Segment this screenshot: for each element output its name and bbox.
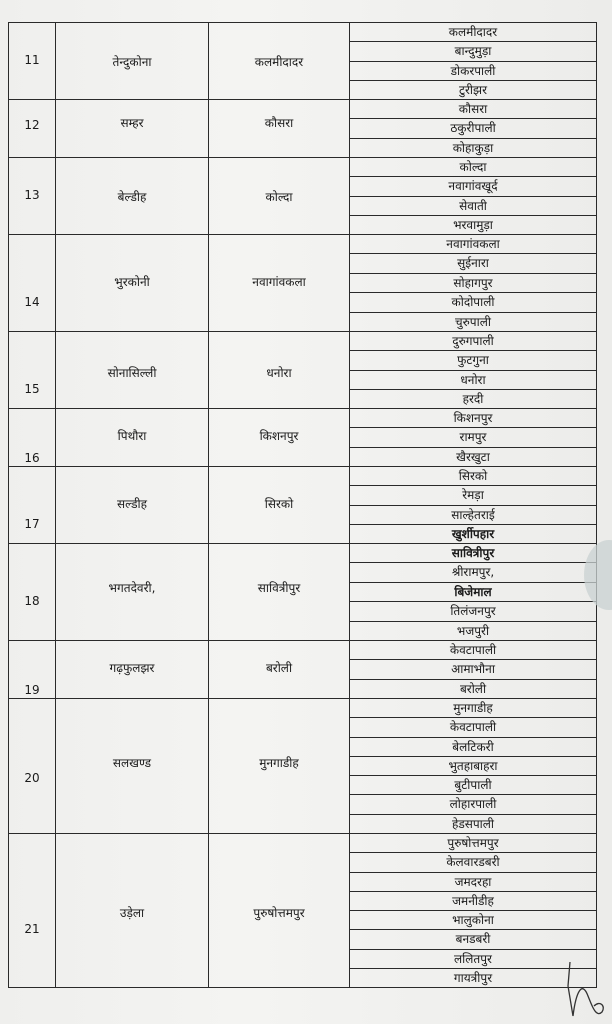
row-number-cell xyxy=(9,641,56,699)
gram-panchayat-name: सम्हर xyxy=(120,116,144,130)
headquarter-name: सिरको xyxy=(264,497,294,511)
village-name: कोहाकुड़ा xyxy=(350,138,597,157)
village-name: बनडबरी xyxy=(350,930,597,949)
gram-panchayat-name: गढ़फुलझर xyxy=(109,661,155,675)
village-name: कोल्दा xyxy=(350,158,597,177)
headquarter-name: कौसरा xyxy=(264,116,294,130)
table-row xyxy=(9,235,597,254)
village-name: सेवाती xyxy=(350,196,597,215)
row-number: 18 xyxy=(24,594,40,608)
village-name: खुर्शीपहार xyxy=(350,524,597,543)
village-name: नवागांवखूर्द xyxy=(350,177,597,196)
village-name: साल्हेतराई xyxy=(350,505,597,524)
gram-panchayat-name: तेन्दुकोना xyxy=(112,55,152,69)
headquarter-name-cell xyxy=(209,699,350,834)
village-name: मुनगाडीह xyxy=(350,699,597,718)
table-body xyxy=(9,23,597,988)
headquarter-name: धनोरा xyxy=(266,366,292,380)
row-number-cell xyxy=(9,834,56,988)
table-row xyxy=(9,158,597,177)
village-name: बिजेमाल xyxy=(350,582,597,601)
gram-panchayat-name: सल्डीह xyxy=(116,497,147,511)
table-row xyxy=(9,332,597,351)
village-name: खैरखुटा xyxy=(350,447,597,466)
gram-panchayat-name-cell xyxy=(56,834,209,988)
table-row xyxy=(9,544,597,563)
gram-panchayat-name-cell xyxy=(56,641,209,699)
row-number: 11 xyxy=(24,53,40,67)
gram-panchayat-name-cell xyxy=(56,467,209,544)
gram-panchayat-name: बेल्डीह xyxy=(117,190,147,204)
village-name: हेडसपाली xyxy=(350,814,597,833)
row-number: 19 xyxy=(24,683,40,697)
headquarter-name: नवागांवकला xyxy=(252,275,306,289)
village-name: हरदी xyxy=(350,389,597,408)
headquarter-name-cell xyxy=(209,641,350,699)
table-row xyxy=(9,100,597,119)
village-name: सोहागपुर xyxy=(350,273,597,292)
village-list-table xyxy=(8,22,597,988)
table-row xyxy=(9,23,597,42)
gram-panchayat-name-cell xyxy=(56,100,209,158)
headquarter-name-cell xyxy=(209,100,350,158)
row-number-cell xyxy=(9,158,56,235)
village-name: पुरुषोत्तमपुर xyxy=(350,834,597,853)
row-number-cell xyxy=(9,467,56,544)
village-name: बुटीपाली xyxy=(350,776,597,795)
gram-panchayat-name: उड़ेला xyxy=(119,906,145,920)
headquarter-name: बरोली xyxy=(265,661,293,675)
village-name: कोदोपाली xyxy=(350,293,597,312)
village-name: भालुकोना xyxy=(350,911,597,930)
gram-panchayat-name-cell xyxy=(56,332,209,409)
row-number: 14 xyxy=(24,295,40,309)
row-number-cell xyxy=(9,235,56,332)
gram-panchayat-name: भुरकोनी xyxy=(114,275,150,289)
gram-panchayat-name-cell xyxy=(56,409,209,467)
row-number-cell xyxy=(9,699,56,834)
signature-mark xyxy=(564,956,608,1022)
headquarter-name: कोल्दा xyxy=(265,190,293,204)
village-name: चुरुपाली xyxy=(350,312,597,331)
gram-panchayat-name: सोनासिल्ली xyxy=(107,366,157,380)
village-name: कौसरा xyxy=(350,100,597,119)
row-number: 20 xyxy=(24,771,40,785)
row-number-cell xyxy=(9,23,56,100)
village-name: तिलंजनपुर xyxy=(350,602,597,621)
headquarter-name-cell xyxy=(209,332,350,409)
row-number: 13 xyxy=(24,188,40,202)
village-name: गायत्रीपुर xyxy=(350,968,597,987)
headquarter-name: मुनगाडीह xyxy=(259,756,299,770)
village-name: बरोली xyxy=(350,679,597,698)
row-number: 12 xyxy=(24,118,40,132)
gram-panchayat-name: पिथौरा xyxy=(117,429,147,443)
village-name: केवटापाली xyxy=(350,641,597,660)
headquarter-name-cell xyxy=(209,834,350,988)
gram-panchayat-name-cell xyxy=(56,235,209,332)
row-number: 15 xyxy=(24,382,40,396)
village-name: भरवामुड़ा xyxy=(350,215,597,234)
gram-panchayat-name-cell xyxy=(56,544,209,641)
gram-panchayat-name-cell xyxy=(56,23,209,100)
headquarter-name-cell xyxy=(209,158,350,235)
village-name: सावित्रीपुर xyxy=(350,544,597,563)
village-name: कलमीदादर xyxy=(350,23,597,42)
village-name: बान्दुमुड़ा xyxy=(350,42,597,61)
headquarter-name: कलमीदादर xyxy=(254,55,304,69)
village-name: भुतहाबाहरा xyxy=(350,756,597,775)
village-name: टुरीझर xyxy=(350,80,597,99)
row-number: 17 xyxy=(24,517,40,531)
headquarter-name-cell xyxy=(209,23,350,100)
headquarter-name: किशनपुर xyxy=(259,429,299,443)
row-number: 16 xyxy=(24,451,40,465)
village-name: जमनीडीह xyxy=(350,891,597,910)
village-name: केलवारडबरी xyxy=(350,853,597,872)
row-number-cell xyxy=(9,409,56,467)
village-name: ललितपुर xyxy=(350,949,597,968)
village-name: भजपुरी xyxy=(350,621,597,640)
village-name: डोकरपाली xyxy=(350,61,597,80)
table-row xyxy=(9,699,597,718)
gram-panchayat-name-cell xyxy=(56,699,209,834)
table-row xyxy=(9,834,597,853)
gram-panchayat-name: भगतदेवरी, xyxy=(108,581,156,595)
row-number-cell xyxy=(9,544,56,641)
village-name: रामपुर xyxy=(350,428,597,447)
village-name: आमाभौना xyxy=(350,660,597,679)
village-name: श्रीरामपुर, xyxy=(350,563,597,582)
village-name: फुटगुना xyxy=(350,351,597,370)
headquarter-name: सावित्रीपुर xyxy=(257,581,301,595)
village-name: रेमड़ा xyxy=(350,486,597,505)
gram-panchayat-name-cell xyxy=(56,158,209,235)
village-name: जमदरहा xyxy=(350,872,597,891)
row-number-cell xyxy=(9,100,56,158)
gram-panchayat-name: सलखण्ड xyxy=(112,756,152,770)
village-name: दुरुगपाली xyxy=(350,332,597,351)
village-name: सिरको xyxy=(350,467,597,486)
row-number-cell xyxy=(9,332,56,409)
village-name: किशनपुर xyxy=(350,409,597,428)
table-row xyxy=(9,409,597,428)
village-name: केवटापाली xyxy=(350,718,597,737)
village-name: सुईनारा xyxy=(350,254,597,273)
village-name: नवागांवकला xyxy=(350,235,597,254)
headquarter-name-cell xyxy=(209,544,350,641)
village-name: धनोरा xyxy=(350,370,597,389)
village-name: ठकुरीपाली xyxy=(350,119,597,138)
table-row xyxy=(9,641,597,660)
table-row xyxy=(9,467,597,486)
headquarter-name: पुरुषोत्तमपुर xyxy=(253,906,305,920)
headquarter-name-cell xyxy=(209,235,350,332)
village-name: बेलटिकरी xyxy=(350,737,597,756)
row-number: 21 xyxy=(24,922,40,936)
headquarter-name-cell xyxy=(209,467,350,544)
headquarter-name-cell xyxy=(209,409,350,467)
village-name: लोहारपाली xyxy=(350,795,597,814)
